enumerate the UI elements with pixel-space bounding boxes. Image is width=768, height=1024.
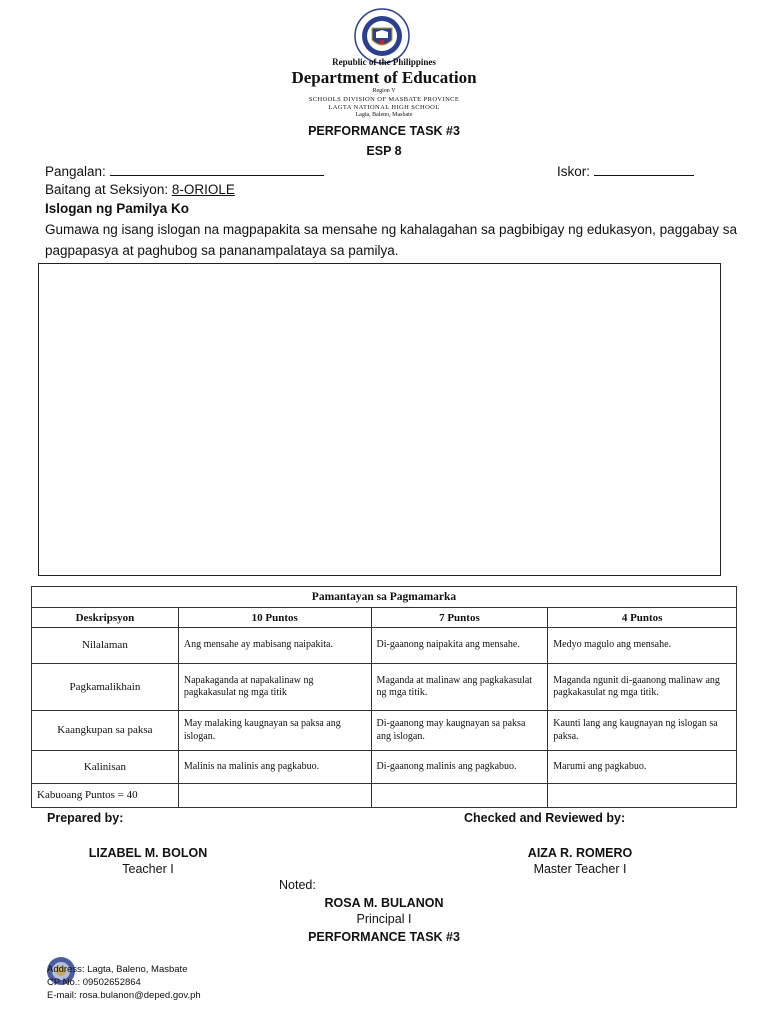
rubric-criterion: Nilalaman bbox=[32, 628, 179, 664]
rubric-cell: Di-gaanong may kaugnayan sa paksa ang islogan. bbox=[371, 711, 548, 751]
teacher1-name: LIZABEL M. BOLON bbox=[88, 846, 208, 860]
subject-label: ESP 8 bbox=[366, 144, 402, 158]
rubric-cell: Maganda ngunit di-gaanong malinaw ang pagkakasulat ng mga titik. bbox=[548, 664, 737, 711]
rubric-caption-row bbox=[32, 587, 737, 608]
score-blank-line[interactable] bbox=[594, 162, 694, 176]
rubric-row bbox=[32, 751, 737, 784]
teacher1-position: Teacher I bbox=[122, 862, 174, 876]
slogan-drawing-box[interactable] bbox=[38, 263, 721, 576]
rubric-cell: Marumi ang pagkabuo. bbox=[548, 751, 737, 784]
rubric-header: 10 Puntos bbox=[178, 608, 371, 628]
republic-label: Republic of the Philippines bbox=[332, 57, 436, 67]
rubric-header: 7 Puntos bbox=[371, 608, 548, 628]
rubric-criterion: Kaangkupan sa paksa bbox=[32, 711, 179, 751]
checked-by-label: Checked and Reviewed by: bbox=[464, 811, 626, 825]
rubric-header: 4 Puntos bbox=[548, 608, 737, 628]
section-field bbox=[45, 182, 235, 197]
rubric-cell: Medyo magulo ang mensahe. bbox=[548, 628, 737, 664]
performance-task-footer-title: PERFORMANCE TASK #3 bbox=[308, 930, 460, 944]
rubric-cell: Malinis na malinis ang pagkabuo. bbox=[178, 751, 371, 784]
rubric-row bbox=[32, 711, 737, 751]
division-label: SCHOOLS DIVISION OF MASBATE PROVINCE bbox=[308, 96, 460, 103]
footer-email: E-mail: rosa.bulanon@deped.gov.ph bbox=[47, 990, 201, 1001]
rubric-cell: Kaunti lang ang kaugnayan ng islogan sa paksa. bbox=[548, 711, 737, 751]
principal-name: ROSA M. BULANON bbox=[324, 896, 444, 910]
noted-label: Noted: bbox=[279, 878, 316, 892]
principal-position: Principal I bbox=[356, 912, 412, 926]
rubric-score-cell[interactable] bbox=[371, 784, 548, 808]
rubric-caption: Pamantayan sa Pagmamarka bbox=[32, 587, 737, 608]
rubric-score-cell[interactable] bbox=[548, 784, 737, 808]
rubric-cell: May malaking kaugnayan sa paksa ang islogan. bbox=[178, 711, 371, 751]
section-label: Baitang at Seksiyon: bbox=[45, 182, 169, 197]
score-field bbox=[557, 162, 694, 179]
score-label: Iskor: bbox=[557, 164, 591, 179]
rubric-criterion: Pagkamalikhain bbox=[32, 664, 179, 711]
performance-task-title: PERFORMANCE TASK #3 bbox=[308, 124, 460, 138]
rubric-cell: Di-gaanong naipakita ang mensahe. bbox=[371, 628, 548, 664]
name-blank-line[interactable] bbox=[110, 162, 324, 176]
prepared-by-label: Prepared by: bbox=[47, 811, 124, 825]
rubric-header-row bbox=[32, 608, 737, 628]
name-label: Pangalan: bbox=[45, 164, 106, 179]
region-label: Region V bbox=[372, 88, 396, 94]
footer-phone: CP No.: 09502652864 bbox=[47, 977, 141, 988]
footer-address: Address: Lagta, Baleno, Masbate bbox=[47, 964, 188, 975]
rubric-row bbox=[32, 664, 737, 711]
activity-instructions: Gumawa ng isang islogan na magpapakita sa mensahe ng kahalagahan sa pagbibigay ng edukasyon, paggabay sa pagpapasya at paghubog sa pananampalataya sa pamilya. bbox=[45, 222, 737, 258]
rubric-cell: Maganda at malinaw ang pagkakasulat ng mga titik. bbox=[371, 664, 548, 711]
section-value: 8-ORIOLE bbox=[171, 182, 235, 197]
rubric-total: Kabuoang Puntos = 40 bbox=[32, 784, 179, 808]
teacher2-name: AIZA R. ROMERO bbox=[527, 846, 633, 860]
rubric-header: Deskripsyon bbox=[32, 608, 179, 628]
rubric-row bbox=[32, 628, 737, 664]
teacher2-position: Master Teacher I bbox=[533, 862, 627, 876]
rubric-total-row bbox=[32, 784, 737, 808]
rubric-cell: Ang mensahe ay mabisang naipakita. bbox=[178, 628, 371, 664]
activity-title: Islogan ng Pamilya Ko bbox=[45, 201, 190, 216]
rubric-cell: Di-gaanong malinis ang pagkabuo. bbox=[371, 751, 548, 784]
rubric-score-cell[interactable] bbox=[178, 784, 371, 808]
rubric-criterion: Kalinisan bbox=[32, 751, 179, 784]
school-address: Lagta, Baleno, Masbate bbox=[355, 112, 413, 118]
rubric-cell: Napakaganda at napakalinaw ng pagkakasulat ng mga titik bbox=[178, 664, 371, 711]
deped-seal-logo bbox=[354, 8, 410, 64]
department-title: Department of Education bbox=[291, 68, 477, 87]
name-field bbox=[45, 162, 324, 179]
school-label: LAGTA NATIONAL HIGH SCHOOL bbox=[328, 104, 440, 111]
rubric-table bbox=[31, 586, 737, 808]
